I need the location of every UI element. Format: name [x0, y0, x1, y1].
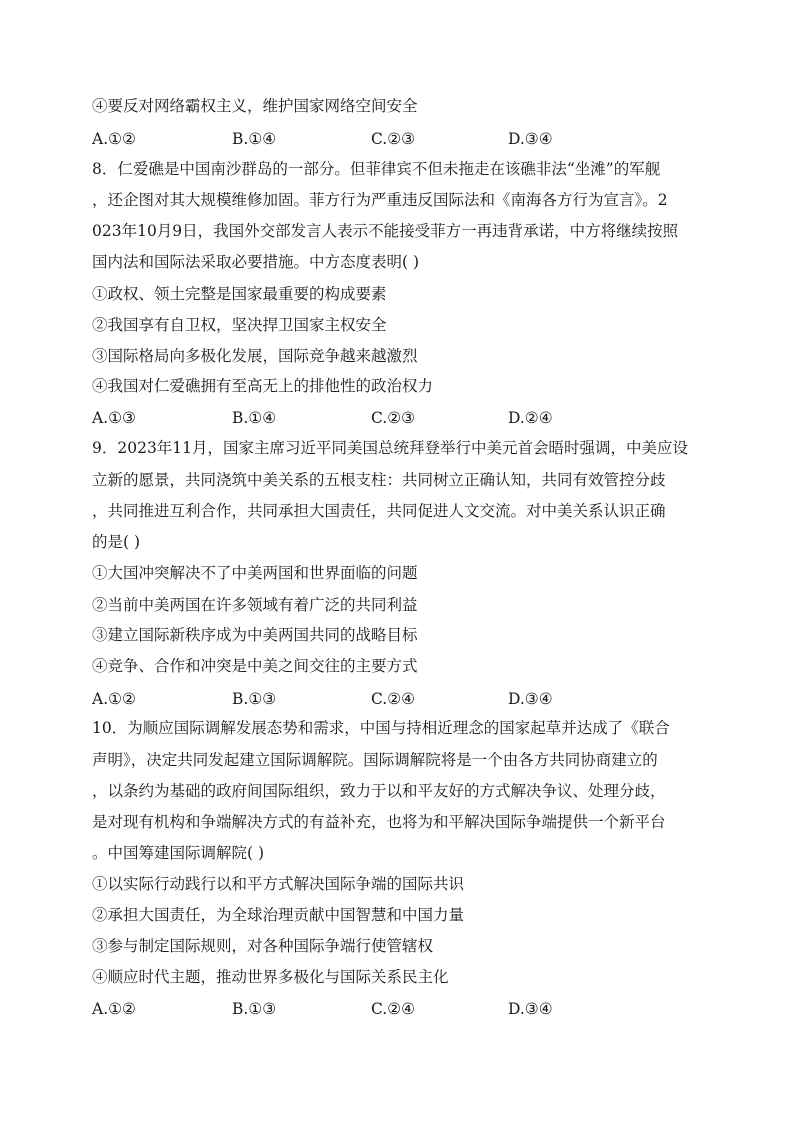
q9-option-d: D.③④	[508, 690, 553, 708]
q10-stem-line: 。中国筹建国际调解院( )	[92, 844, 265, 862]
q9-option-b: B.①③	[232, 690, 277, 708]
q8-option-a: A.①③	[92, 409, 136, 427]
q10-stem-line: 声明》，决定共同发起建立国际调解院。国际调解院将是一个由各方共同协商建立的	[92, 751, 658, 769]
q7-item-4: ④要反对网络霸权主义，维护国家网络空间安全	[92, 97, 418, 115]
q7-options	[92, 129, 707, 149]
q7-option-c: C.②③	[371, 130, 416, 148]
q8-item-1: ①政权、领土完整是国家最重要的构成要素	[92, 285, 387, 303]
q9-item-3: ③建立国际新秩序成为中美两国共同的战略目标	[92, 626, 418, 644]
q9-stem-line: ，共同推进互利合作，共同承担大国责任，共同促进人文交流。对中美关系认识正确	[92, 502, 666, 520]
q8-item-2: ②我国享有自卫权，坚决捍卫国家主权安全	[92, 316, 387, 334]
q8-stem-line: 国内法和国际法采取必要措施。中方态度表明( )	[92, 253, 420, 271]
q10-options	[92, 999, 707, 1019]
q10-stem-line: 10．为顺应国际调解发展态势和需求，中国与持相近理念的国家起草并达成了《联合	[92, 719, 670, 737]
q10-item-2: ②承担大国责任，为全球治理贡献中国智慧和中国力量	[92, 906, 465, 924]
q9-item-2: ②当前中美两国在许多领域有着广泛的共同利益	[92, 596, 418, 614]
q8-options	[92, 408, 707, 428]
q8-stem-line: 023年10月9日，我国外交部发言人表示不能接受菲方一再违背承诺，中方将继续按照	[92, 222, 679, 240]
q7-option-d: D.③④	[508, 130, 553, 148]
q8-item-3: ③国际格局向多极化发展，国际竞争越来越激烈	[92, 347, 418, 365]
q9-stem-line: 立新的愿景，共同浇筑中美关系的五根支柱：共同树立正确认知，共同有效管控分歧	[92, 471, 666, 489]
q10-item-1: ①以实际行动践行以和平方式解决国际争端的国际共识	[92, 875, 465, 893]
q8-stem-line: 8．仁爱礁是中国南沙群岛的一部分。但菲律宾不但未拖走在该礁非法“坐滩”的军舰	[92, 160, 661, 178]
q9-option-a: A.①②	[92, 690, 136, 708]
q10-option-d: D.③④	[508, 1000, 553, 1018]
q9-stem-line: 的是( )	[92, 533, 141, 551]
q9-item-4: ④竞争、合作和冲突是中美之间交往的主要方式	[92, 657, 418, 675]
q9-option-c: C.②④	[371, 690, 416, 708]
q10-item-3: ③参与制定国际规则，对各种国际争端行使管辖权	[92, 937, 434, 955]
q10-stem-line: ，以条约为基础的政府间国际组织，致力于以和平友好的方式解决争议、处理分歧，	[92, 782, 666, 800]
q8-option-c: C.②③	[371, 409, 416, 427]
q7-option-b: B.①④	[232, 130, 277, 148]
q8-stem-line: ，还企图对其大规模维修加固。菲方行为严重违反国际法和《南海各方行为宣言》。2	[92, 191, 668, 209]
q8-option-d: D.②④	[508, 409, 553, 427]
q7-option-a: A.①②	[92, 130, 136, 148]
q10-stem-line: 是对现有机构和争端解决方式的有益补充，也将为和平解决国际争端提供一个新平台	[92, 813, 666, 831]
q8-option-b: B.①④	[232, 409, 277, 427]
q10-item-4: ④顺应时代主题，推动世界多极化与国际关系民主化	[92, 968, 449, 986]
q9-stem-line: 9．2023年11月，国家主席习近平同美国总统拜登举行中美元首会晤时强调，中美应设	[92, 439, 689, 457]
q10-option-a: A.①②	[92, 1000, 136, 1018]
q9-options	[92, 689, 707, 709]
q8-item-4: ④我国对仁爱礁拥有至高无上的排他性的政治权力	[92, 377, 434, 395]
q10-option-b: B.①③	[232, 1000, 277, 1018]
q9-item-1: ①大国冲突解决不了中美两国和世界面临的问题	[92, 564, 418, 582]
q10-option-c: C.②④	[371, 1000, 416, 1018]
